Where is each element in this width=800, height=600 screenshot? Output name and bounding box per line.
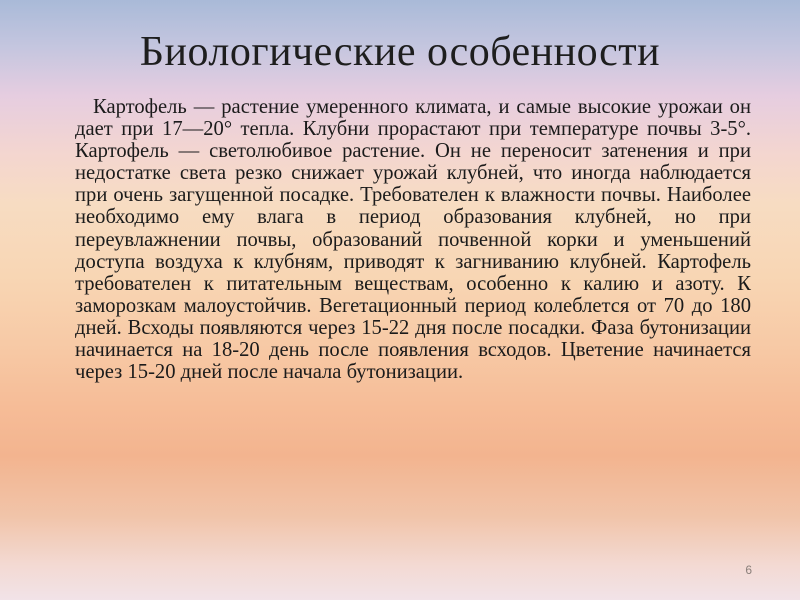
slide-body-text: Картофель — растение умеренного климата, и самые высокие урожаи он дает при 17—20° тепла. Клубни прорастают при температуре почвы 3-5°. Картофель — светолюбивое растение. Он не переносит затенения и при недостатке света резко снижает урожай клубней, что иногда наблюдается при очень загущенной посадке. Требователен к влажности почвы. Наиболее необходимо ему влага в период образования клубней, но при переувлажнении почвы, образований почвенной корки и уменьшений доступа воздуха к клубням, приводят к загниванию клубней. Картофель требователен к питательным веществам, особенно к калию и азоту. К заморозкам малоустойчив. Вегетационный период колеблется от 70 до 180 дней. Всходы появляются через 15-22 дня после посадки. Фаза бутонизации начинается на 18-20 день после появления всходов. Цветение начинается через 15-20 дней после начала бутонизации. <box>75 96 751 384</box>
slide-title: Биологические особенности <box>139 29 661 75</box>
page-number: 6 <box>745 563 752 577</box>
